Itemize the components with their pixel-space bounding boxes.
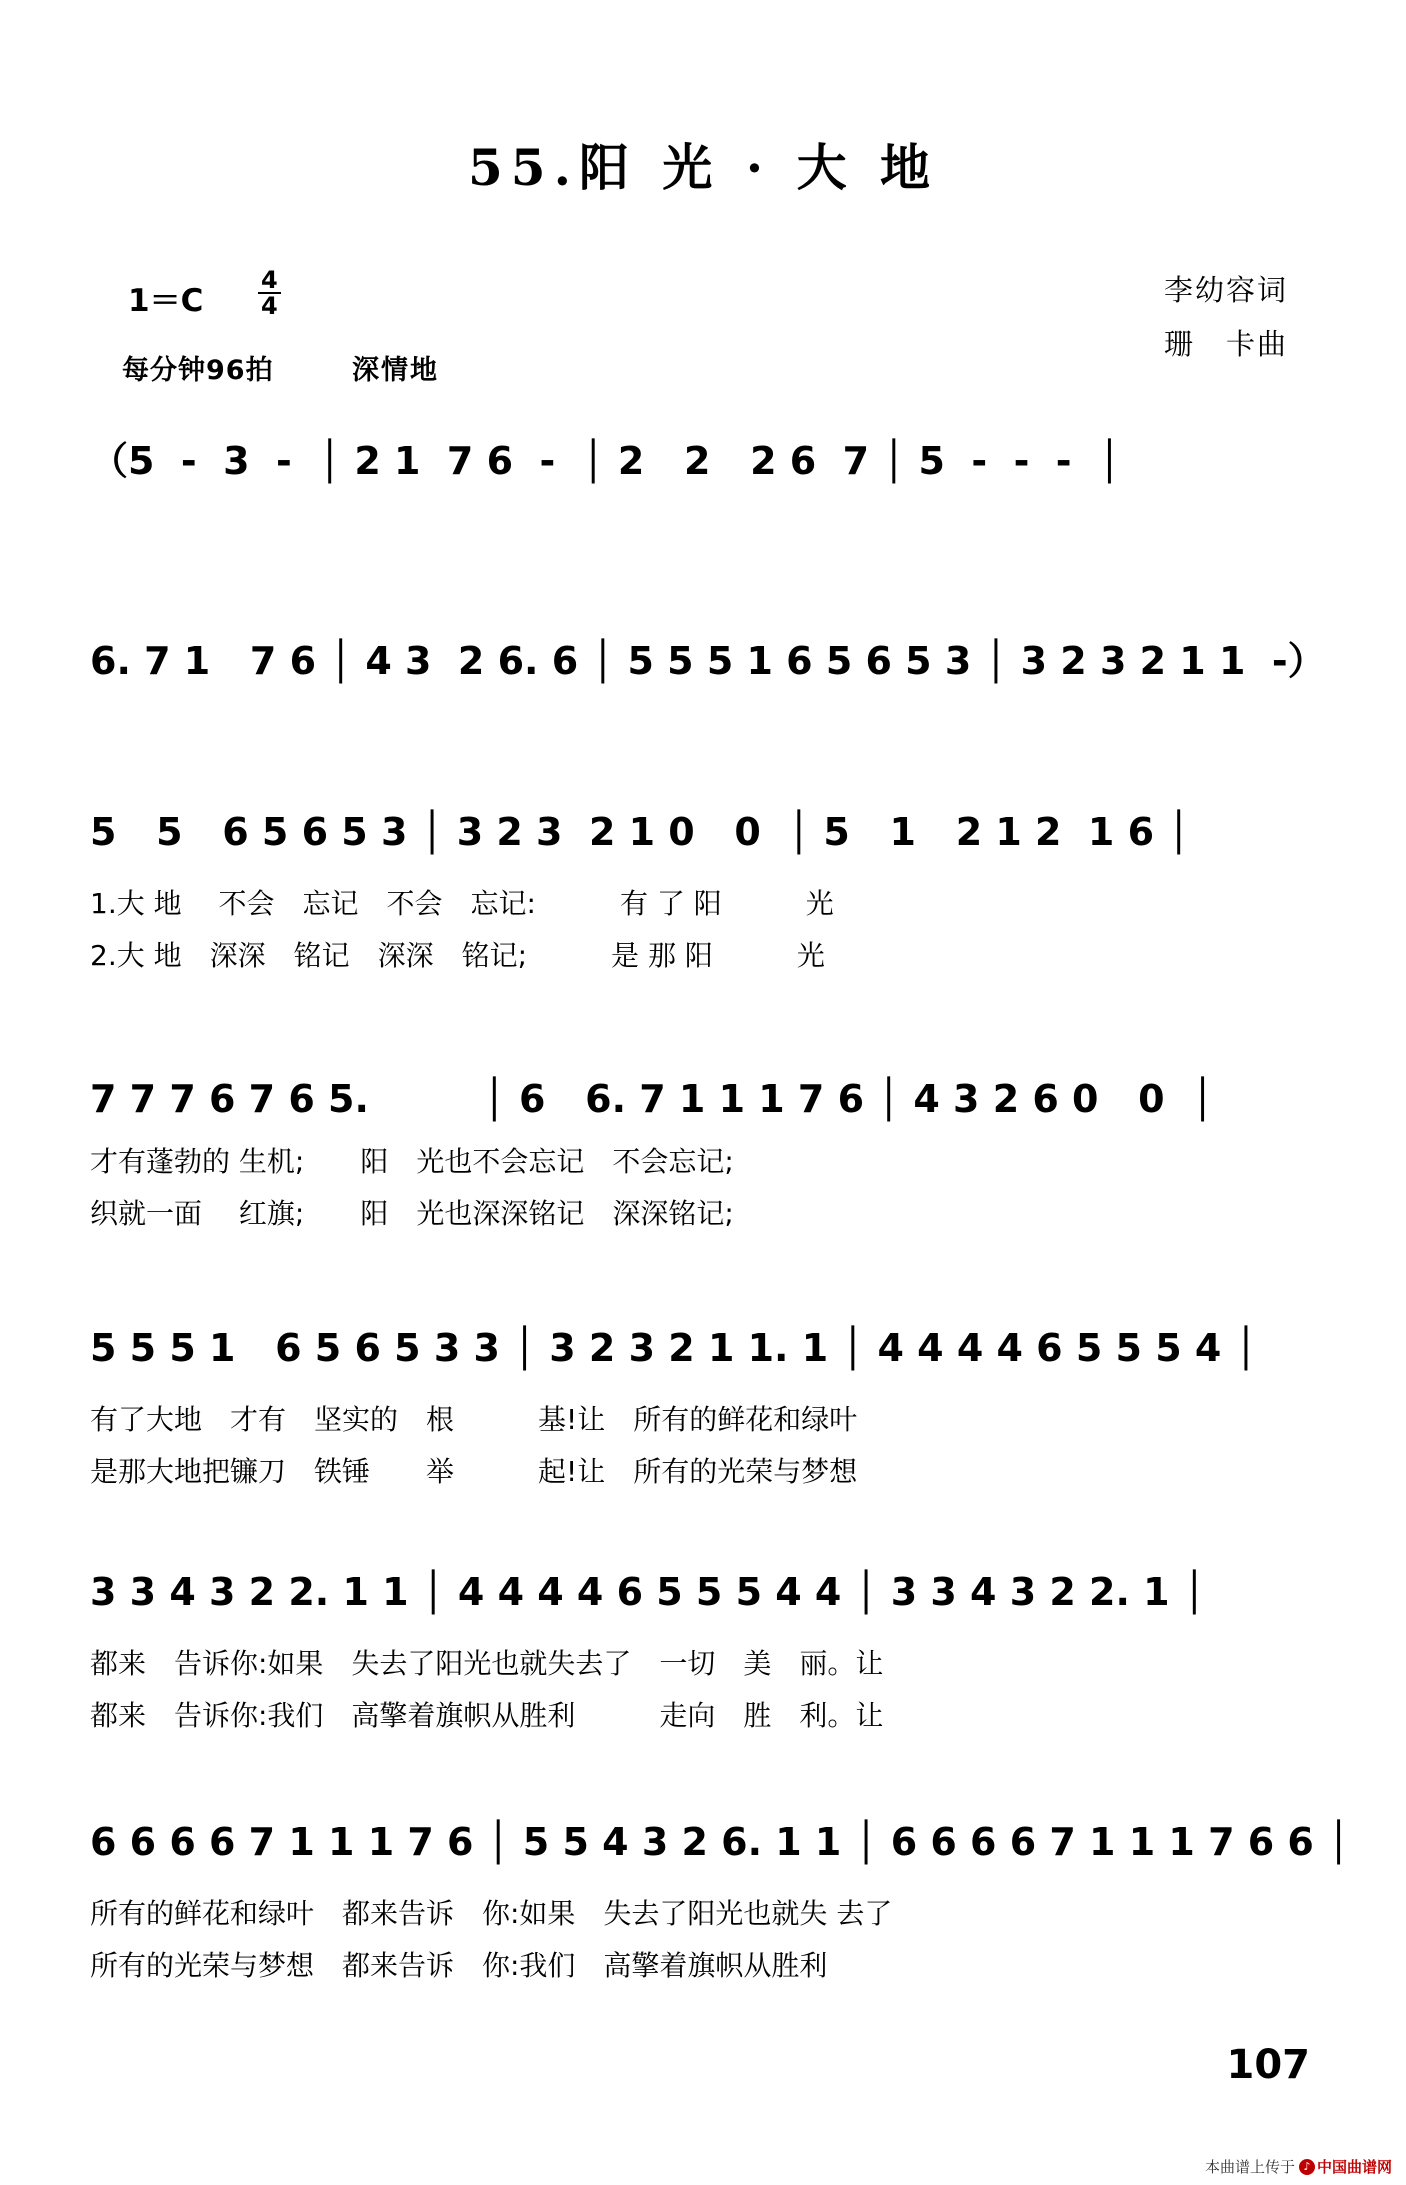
footer-credit-text: 本曲谱上传于 [1204, 2158, 1295, 2176]
lyric-line-verse-1: 所有的鲜花和绿叶 都来告诉 你:如果 失去了阳光也就失 去了 [90, 1897, 893, 1930]
lyric-line-verse-2: 是那大地把镰刀 铁锤 举 起!让 所有的光荣与梦想 [90, 1455, 858, 1488]
lyricist-credit: 李幼容词 [1163, 273, 1288, 307]
footer-credit [1205, 2156, 1392, 2177]
time-signature-numerator: 4 [258, 268, 281, 294]
notation-line: （5 - 3 - │ 2 1 7 6 - │ 2 2 2 6 7 │ 5 - - - │ [90, 439, 1121, 483]
site-brand-label: 中国曲谱网 [1316, 2158, 1392, 2176]
tempo-marking: 每分钟96拍 [122, 355, 274, 386]
lyric-line-verse-1: 才有蓬勃的 生机; 阳 光也不会忘记 不会忘记; [90, 1145, 734, 1178]
lyric-line-verse-1: 都来 告诉你:如果 失去了阳光也就失去了 一切 美 丽。让 [90, 1647, 884, 1680]
lyric-line-verse-1: 1.大 地 不会 忘记 不会 忘记: 有 了 阳 光 [90, 887, 834, 920]
lyric-line-verse-2: 2.大 地 深深 铭记 深深 铭记; 是 那 阳 光 [90, 939, 825, 972]
notation-line: 6 6 6 6 7 1 1 1 7 6 │ 5 5 4 3 2 6. 1 1 │ 6 6 6 6 7 1 1 1 7 6 6 │ [90, 1820, 1350, 1864]
site-brand[interactable] [1299, 2156, 1392, 2177]
composer-credit: 珊 卡曲 [1163, 327, 1288, 361]
notation-line: 5 5 6 5 6 5 3 │ 3 2 3 2 1 0 0 │ 5 1 2 1 2 1 6 │ [90, 810, 1191, 854]
page-number: 107 [1226, 2042, 1310, 2088]
time-signature-denominator: 4 [261, 292, 278, 320]
time-signature [258, 268, 281, 318]
page-title: 55.阳 光 · 大 地 [467, 138, 939, 197]
lyric-line-verse-1: 有了大地 才有 坚实的 根 基!让 所有的鲜花和绿叶 [90, 1403, 858, 1436]
notation-line: 7 7 7 6 7 6 5. │ 6 6. 7 1 1 1 7 6 │ 4 3 2 6 0 0 │ [90, 1077, 1214, 1121]
lyric-line-verse-2: 所有的光荣与梦想 都来告诉 你:我们 高擎着旗帜从胜利 [90, 1949, 828, 1982]
notation-line: 5 5 5 1 6 5 6 5 3 3 │ 3 2 3 2 1 1. 1 │ 4 4 4 4 6 5 5 5 4 │ [90, 1326, 1258, 1370]
notation-line: 3 3 4 3 2 2. 1 1 │ 4 4 4 4 6 5 5 5 4 4 │ 3 3 4 3 2 2. 1 │ [90, 1570, 1206, 1614]
key-signature: 1＝C [128, 283, 204, 319]
music-note-icon: ♪ [1299, 2159, 1315, 2175]
lyric-line-verse-2: 都来 告诉你:我们 高擎着旗帜从胜利 走向 胜 利。让 [90, 1699, 884, 1732]
lyric-line-verse-2: 织就一面 红旗; 阳 光也深深铭记 深深铭记; [90, 1197, 734, 1230]
notation-line: 6. 7 1 7 6 │ 4 3 2 6. 6 │ 5 5 5 1 6 5 6 5 3 │ 3 2 3 2 1 1 -） [90, 639, 1326, 683]
expression-marking: 深情地 [352, 355, 439, 386]
